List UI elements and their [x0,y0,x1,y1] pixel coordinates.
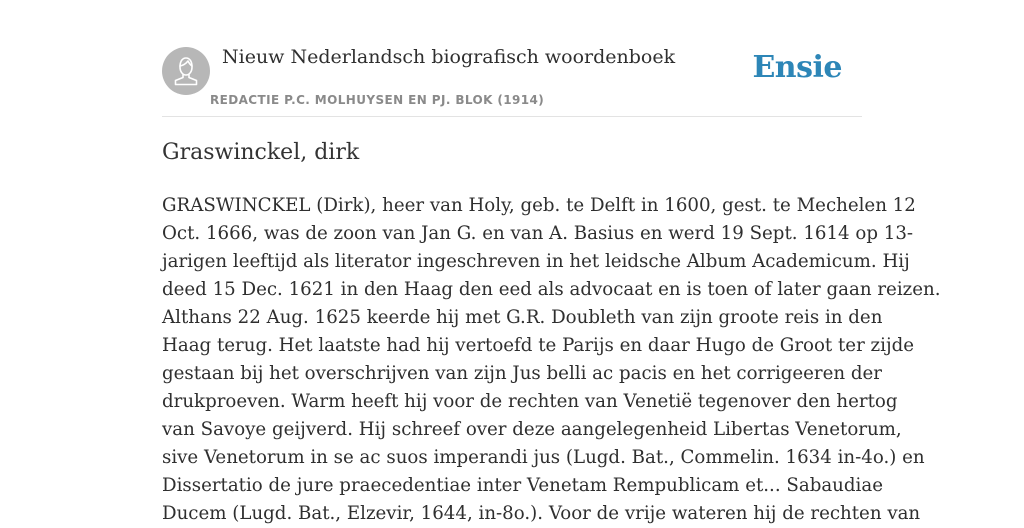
text-line: Haag terug. Het laatste had hij vertoefd te Parijs en daar Hugo de Groot ter zijde [162,335,914,356]
text-line: Althans 22 Aug. 1625 keerde hij met G.R. Doubleth van zijn groote reis in den [162,307,883,328]
text-line: gestaan bij het overschrijven van zijn Jus belli ac pacis en het corrigeeren der [162,363,882,384]
entry-title: Graswinckel, dirk [162,140,360,165]
source-title[interactable]: Nieuw Nederlandsch biografisch woordenboek [222,46,676,68]
avatar[interactable] [162,47,210,95]
text-line: Oct. 1666, was de zoon van Jan G. en van A. Basius en werd 19 Sept. 1614 op 13- [162,223,914,244]
text-line: jarigen leeftijd als literator ingeschreven in het leidsche Album Academicum. Hij [162,251,910,272]
text-line: sive Venetorum in se ac suos imperandi jus (Lugd. Bat., Commelin. 1634 in-4o.) en [162,447,925,468]
text-line: GRASWINCKEL (Dirk), heer van Holy, geb. te Delft in 1600, gest. te Mechelen 12 [162,195,916,216]
text-line: Dissertatio de jure praecedentiae inter Venetam Rempublicam et... Sabaudiae [162,475,883,496]
entry-text [162,192,941,528]
source-header [162,40,862,117]
brand-logo[interactable]: Ensie [752,50,842,85]
text-line: van Savoye geijverd. Hij schreef over deze aangelegenheid Libertas Venetorum, [162,419,902,440]
text-line: deed 15 Dec. 1621 in den Haag den eed als advocaat en is toen of later gaan reizen. [162,279,941,300]
text-line: drukproeven. Warm heeft hij voor de rechten van Venetië tegenover den hertog [162,391,898,412]
source-subtitle: REDACTIE P.C. MOLHUYSEN EN PJ. BLOK (1914) [210,93,545,107]
user-silhouette-icon [162,47,210,95]
text-line: Ducem (Lugd. Bat., Elzevir, 1644, in-8o.). Voor de vrije wateren hij de rechten van [162,503,921,524]
